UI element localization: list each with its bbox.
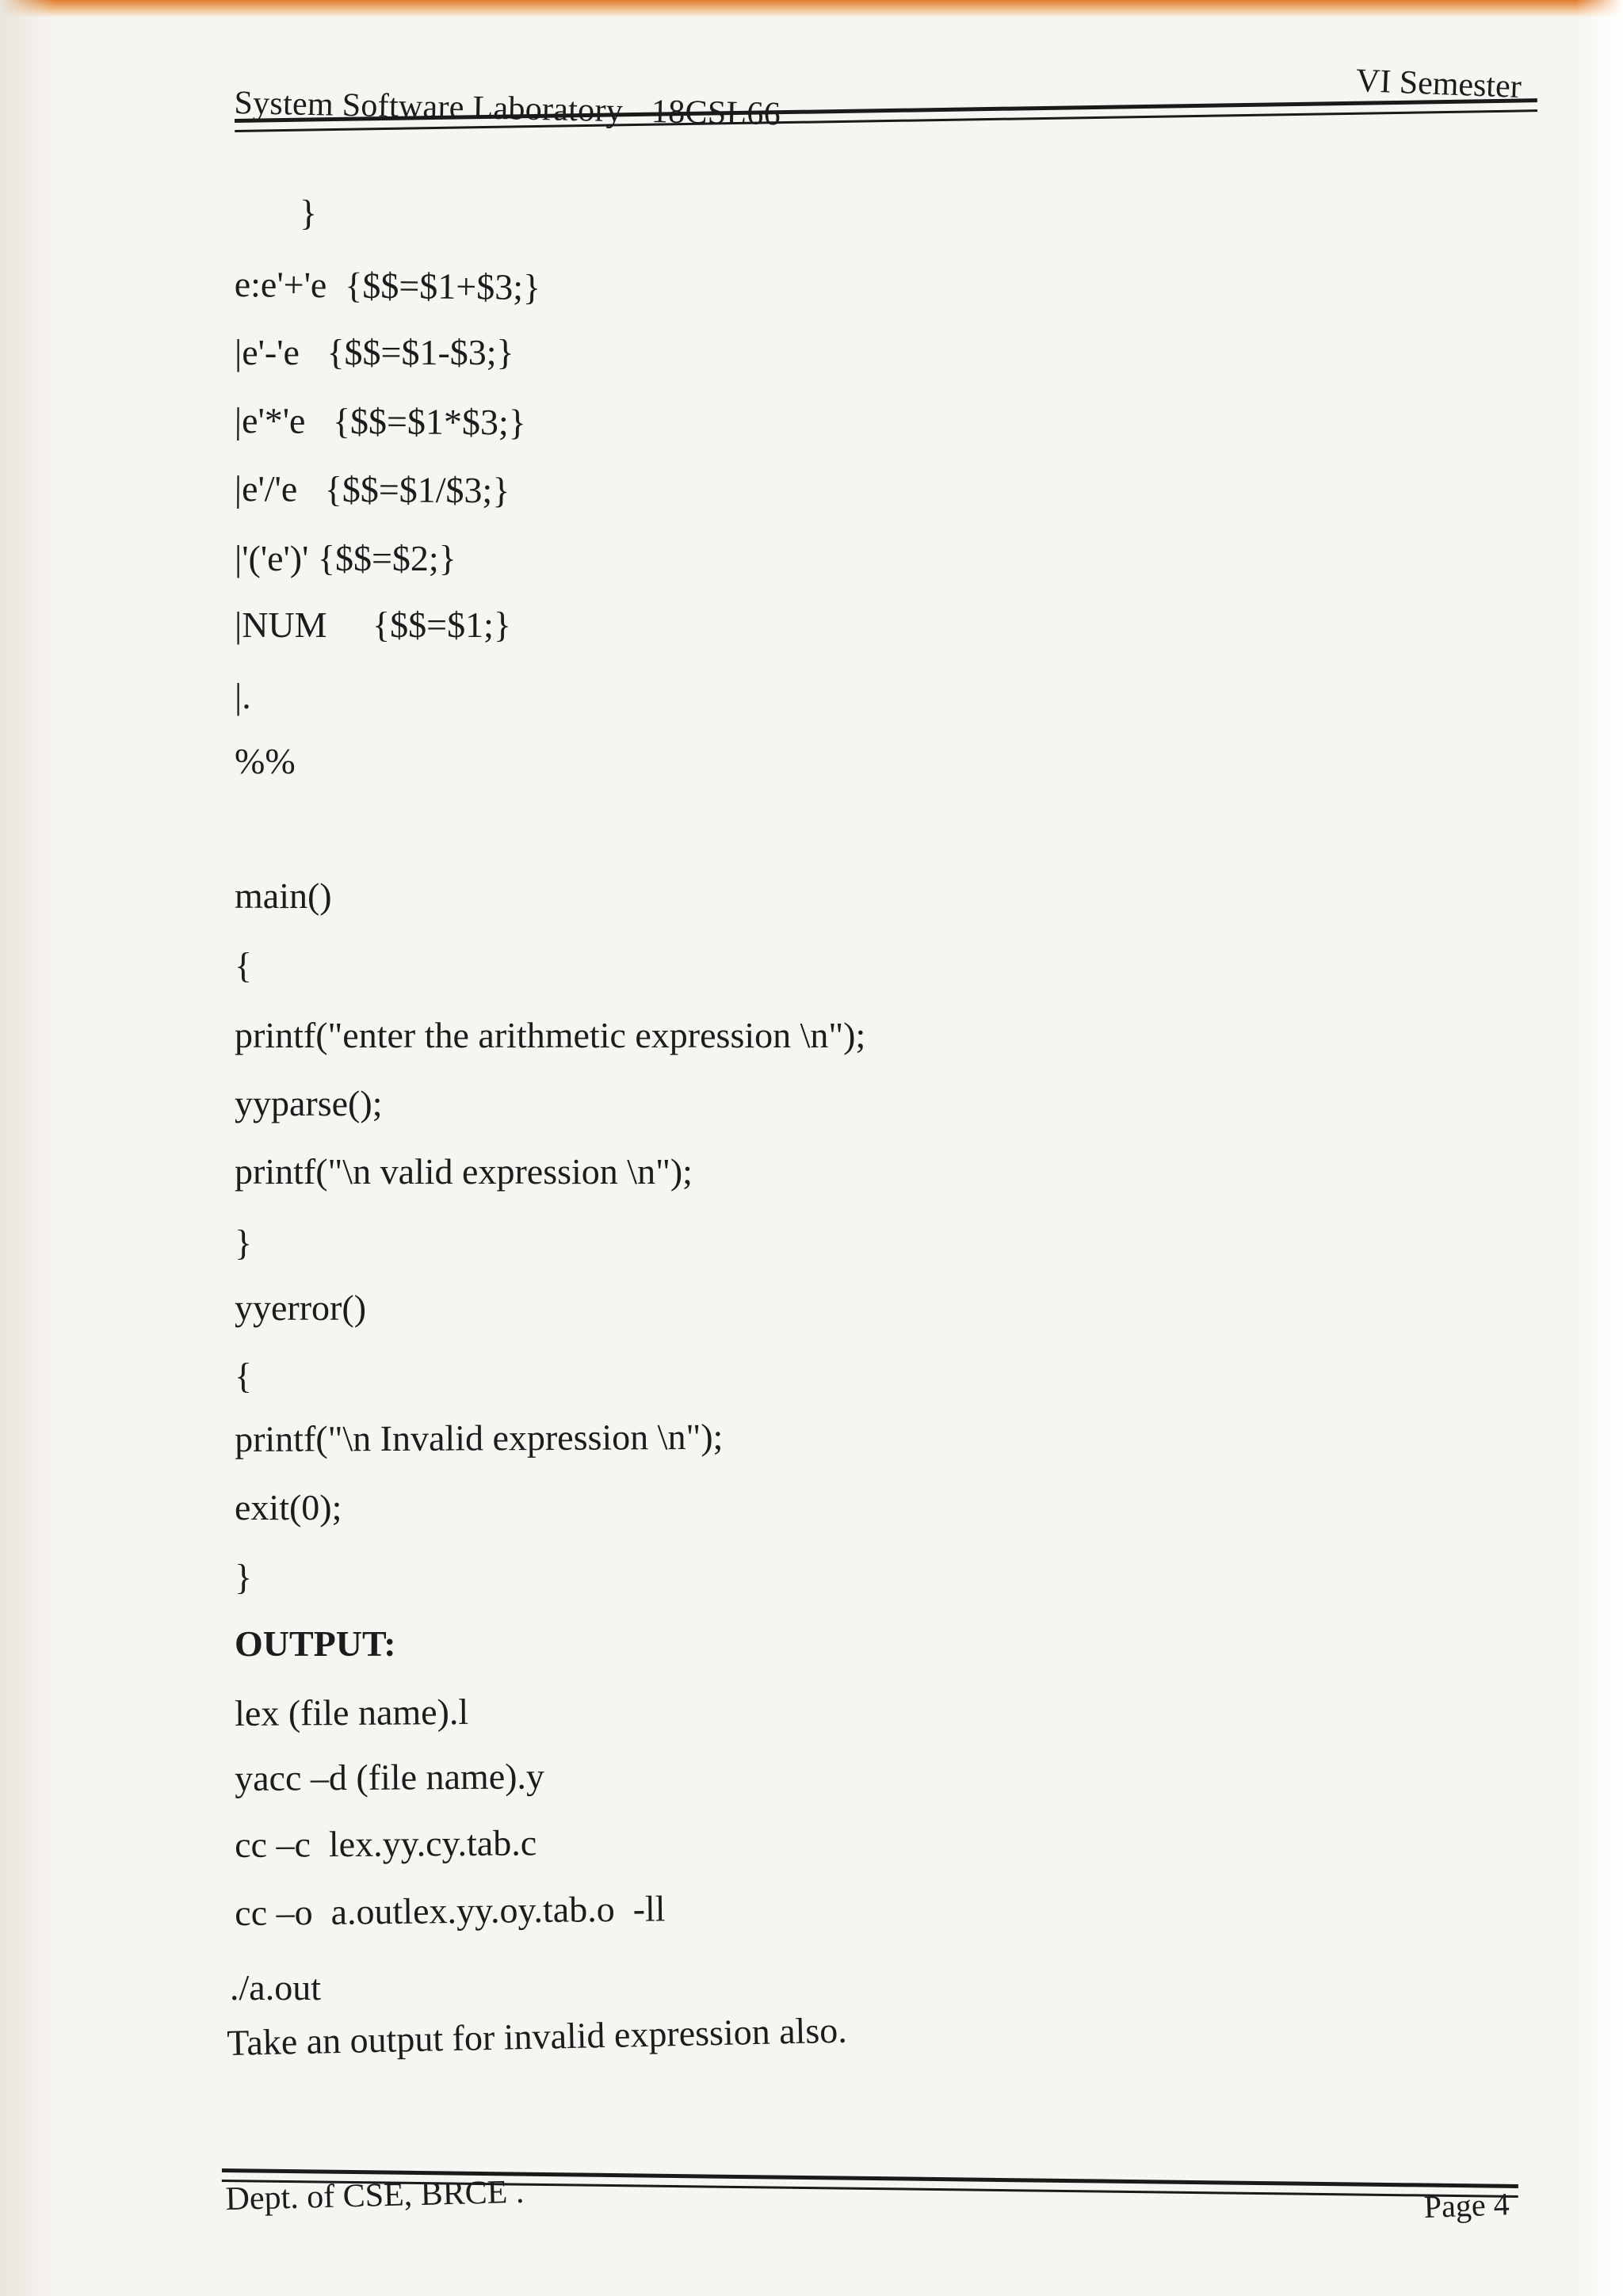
output-heading: OUTPUT: <box>235 1623 396 1664</box>
code-line: |NUM {$$=$1;} <box>235 605 511 645</box>
code-line: printf("\n valid expression \n"); <box>235 1151 693 1192</box>
code-line: |e'-'e {$$=$1-$3;} <box>235 332 514 372</box>
code-line: } <box>300 193 318 233</box>
header-course-title: System Software Laboratory - 18CSL66 <box>234 84 781 133</box>
output-line: cc –c lex.yy.cy.tab.c <box>234 1822 537 1865</box>
footer-page-number: Page 4 <box>1423 2186 1510 2225</box>
code-line: printf("\n Invalid expression \n"); <box>234 1416 724 1459</box>
header-semester: VI Semester <box>1355 62 1522 105</box>
code-line: { <box>235 1356 253 1396</box>
code-line: { <box>235 945 253 986</box>
output-line: Take an output for invalid expression also. <box>226 2009 848 2063</box>
code-line: yyparse(); <box>235 1083 383 1123</box>
code-line: |'('e')' {$$=$2;} <box>235 538 456 578</box>
output-line: cc –o a.outlex.yy.oy.tab.o -ll <box>234 1888 666 1933</box>
code-line: |e'/'e {$$=$1/$3;} <box>234 468 510 511</box>
footer-department: Dept. of CSE, BRCE . <box>225 2173 525 2218</box>
code-line: main() <box>235 875 332 916</box>
code-line: e:e'+'e {$$=$1+$3;} <box>234 264 541 308</box>
code-line: } <box>235 1222 253 1263</box>
code-line: printf("enter the arithmetic expression \n"); <box>235 1015 866 1055</box>
code-line: |. <box>235 676 251 716</box>
paper-top-edge <box>0 0 1623 17</box>
paper-left-edge <box>0 0 55 2296</box>
code-line: |e'*'e {$$=$1*$3;} <box>234 400 527 443</box>
code-line: %% <box>235 741 296 781</box>
paper-right-edge <box>1575 0 1623 2296</box>
output-line: yacc –d (file name).y <box>234 1756 545 1798</box>
output-line: lex (file name).l <box>234 1691 469 1733</box>
output-line: ./a.out <box>230 1967 321 2008</box>
code-line: yyerror() <box>235 1287 367 1328</box>
code-line: } <box>235 1557 253 1597</box>
code-line: exit(0); <box>235 1487 342 1527</box>
